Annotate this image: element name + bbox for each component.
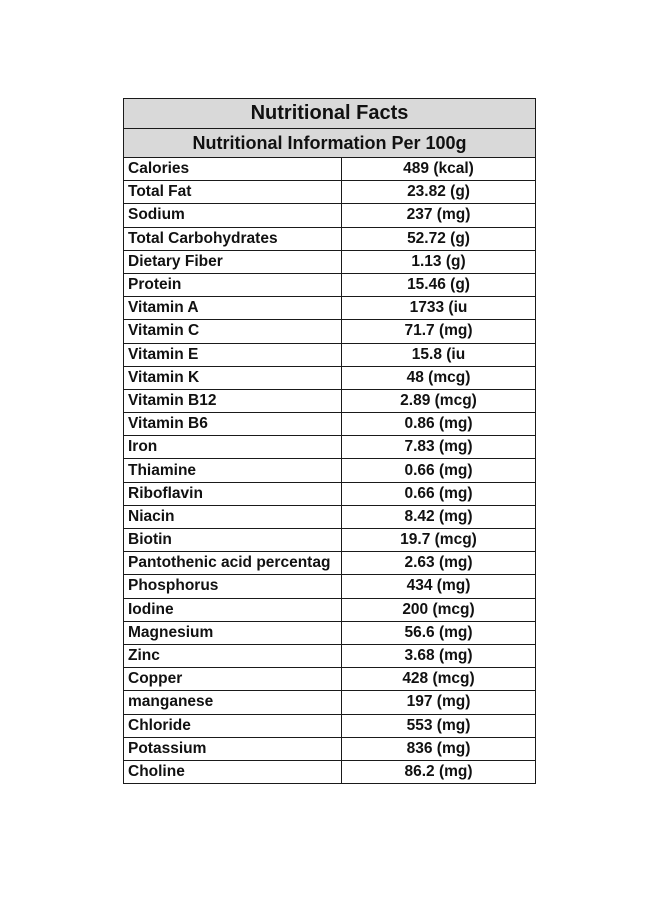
table-row [124, 760, 536, 783]
nutrient-amount: 428 (mcg) [342, 668, 536, 691]
table-row [124, 575, 536, 598]
table-title: Nutritional Facts [124, 99, 536, 129]
nutrient-amount: 2.89 (mcg) [342, 389, 536, 412]
subtitle-row [124, 129, 536, 158]
table-row [124, 158, 536, 181]
nutrient-name: Vitamin B6 [124, 413, 342, 436]
nutrient-name: Protein [124, 273, 342, 296]
nutrient-amount: 0.86 (mg) [342, 413, 536, 436]
nutrient-name: Zinc [124, 644, 342, 667]
table-row [124, 273, 536, 296]
table-row [124, 505, 536, 528]
nutrient-name: Riboflavin [124, 482, 342, 505]
nutrient-name: Phosphorus [124, 575, 342, 598]
nutrition-facts-table [123, 98, 536, 784]
title-row [124, 99, 536, 129]
nutrient-name: Chloride [124, 714, 342, 737]
nutrient-name: Total Fat [124, 181, 342, 204]
nutrient-name: Vitamin E [124, 343, 342, 366]
nutrient-name: Vitamin K [124, 366, 342, 389]
nutrient-amount: 52.72 (g) [342, 227, 536, 250]
table-row [124, 204, 536, 227]
nutrient-name: Iron [124, 436, 342, 459]
nutrient-amount: 86.2 (mg) [342, 760, 536, 783]
nutrient-amount: 553 (mg) [342, 714, 536, 737]
table-row [124, 436, 536, 459]
nutrient-amount: 0.66 (mg) [342, 482, 536, 505]
table-row [124, 598, 536, 621]
nutrient-amount: 200 (mcg) [342, 598, 536, 621]
nutrient-amount: 489 (kcal) [342, 158, 536, 181]
nutrient-amount: 0.66 (mg) [342, 459, 536, 482]
table-body [124, 99, 536, 784]
nutrient-amount: 434 (mg) [342, 575, 536, 598]
table-row [124, 343, 536, 366]
table-row [124, 668, 536, 691]
nutrient-amount: 836 (mg) [342, 737, 536, 760]
nutrient-amount: 8.42 (mg) [342, 505, 536, 528]
table-row [124, 320, 536, 343]
nutrient-amount: 2.63 (mg) [342, 552, 536, 575]
table-row [124, 644, 536, 667]
nutrient-name: Calories [124, 158, 342, 181]
nutrient-amount: 197 (mg) [342, 691, 536, 714]
table-row [124, 529, 536, 552]
nutrient-amount: 1.13 (g) [342, 250, 536, 273]
nutrient-amount: 23.82 (g) [342, 181, 536, 204]
nutrient-name: Dietary Fiber [124, 250, 342, 273]
nutrient-name: Pantothenic acid percentag [124, 552, 342, 575]
nutrient-amount: 7.83 (mg) [342, 436, 536, 459]
nutrient-name: Magnesium [124, 621, 342, 644]
table-row [124, 552, 536, 575]
nutrient-amount: 19.7 (mcg) [342, 529, 536, 552]
table-row [124, 482, 536, 505]
nutrient-amount: 71.7 (mg) [342, 320, 536, 343]
table-row [124, 459, 536, 482]
nutrient-name: Sodium [124, 204, 342, 227]
nutrient-name: Copper [124, 668, 342, 691]
nutrient-amount: 3.68 (mg) [342, 644, 536, 667]
nutrient-name: Vitamin B12 [124, 389, 342, 412]
table-row [124, 621, 536, 644]
nutrient-name: Vitamin A [124, 297, 342, 320]
nutrient-amount: 15.46 (g) [342, 273, 536, 296]
nutrient-name: Biotin [124, 529, 342, 552]
table-row [124, 250, 536, 273]
nutrient-name: Iodine [124, 598, 342, 621]
table-subtitle: Nutritional Information Per 100g [124, 129, 536, 158]
nutrient-name: manganese [124, 691, 342, 714]
table-row [124, 714, 536, 737]
nutrient-name: Vitamin C [124, 320, 342, 343]
nutrient-name: Potassium [124, 737, 342, 760]
table-row [124, 366, 536, 389]
nutrient-amount: 56.6 (mg) [342, 621, 536, 644]
nutrient-amount: 1733 (iu [342, 297, 536, 320]
table-row [124, 181, 536, 204]
nutrient-name: Choline [124, 760, 342, 783]
nutrient-amount: 15.8 (iu [342, 343, 536, 366]
nutrient-amount: 237 (mg) [342, 204, 536, 227]
table-row [124, 413, 536, 436]
nutrient-name: Niacin [124, 505, 342, 528]
table-row [124, 297, 536, 320]
nutrient-name: Total Carbohydrates [124, 227, 342, 250]
table-row [124, 737, 536, 760]
nutrient-amount: 48 (mcg) [342, 366, 536, 389]
table-row [124, 691, 536, 714]
table-row [124, 389, 536, 412]
nutrient-name: Thiamine [124, 459, 342, 482]
table-row [124, 227, 536, 250]
